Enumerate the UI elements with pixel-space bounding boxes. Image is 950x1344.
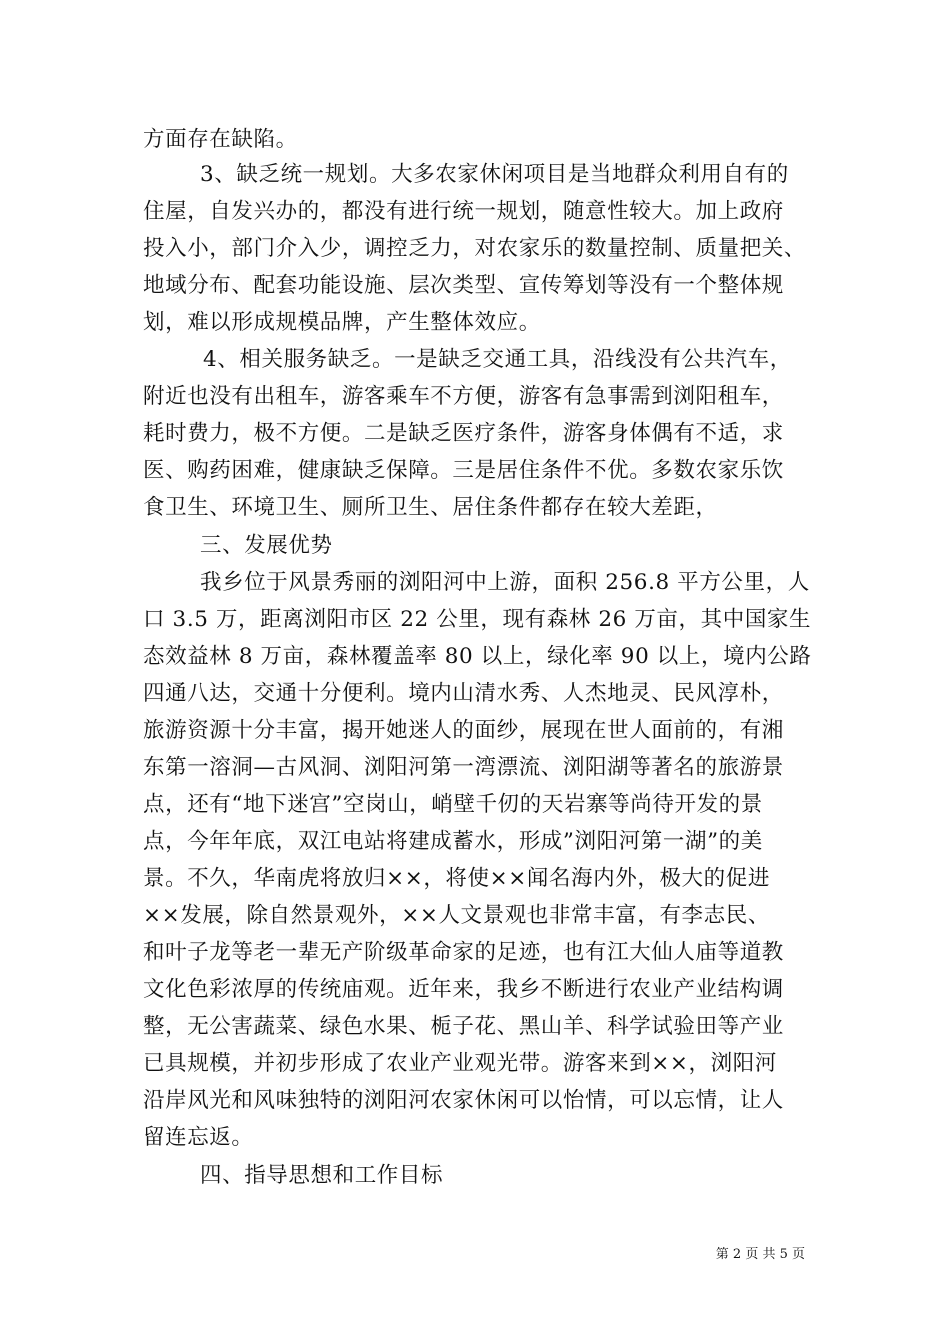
text-line: 食卫生、环境卫生、厕所卫生、居住条件都存在较大差距， — [143, 495, 718, 520]
text-line: 3、缺乏统一规划。大多农家休闲项目是当地群众利用自有的 — [200, 162, 789, 187]
text-line: 文化色彩浓厚的传统庙观。近年来，我乡不断进行农业产业结构调 — [143, 977, 784, 1002]
text-line: 和叶子龙等老一辈无产阶级革命家的足迹，也有江大仙人庙等道教 — [143, 940, 784, 965]
text-line: 整，无公害蔬菜、绿色水果、栀子花、黑山羊、科学试验田等产业 — [143, 1014, 784, 1039]
text-line: 4、相关服务缺乏。一是缺乏交通工具，沿线没有公共汽车， — [203, 347, 792, 372]
text-line: 沿岸风光和风味独特的浏阳河农家休闲可以怡情，可以忘情，让人 — [143, 1088, 784, 1113]
page-number: 第 2 页 共 5 页 — [715, 1247, 805, 1262]
text-line: 我乡位于风景秀丽的浏阳河中上游，面积 256.8 平方公里，人 — [200, 570, 810, 595]
text-line: 住屋，自发兴办的，都没有进行统一规划，随意性较大。加上政府 — [143, 199, 784, 224]
text-line: 耗时费力，极不方便。二是缺乏医疗条件，游客身体偶有不适，求 — [143, 421, 784, 446]
text-line: 景。不久，华南虎将放归××，将使××闻名海内外，极大的促进 — [143, 866, 770, 891]
text-line: 投入小，部门介入少，调控乏力，对农家乐的数量控制、质量把关、 — [143, 236, 807, 261]
text-line: 东第一溶洞—古风洞、浏阳河第一湾漂流、浏阳湖等著名的旅游景 — [143, 755, 784, 780]
text-line: 地域分布、配套功能设施、层次类型、宣传筹划等没有一个整体规 — [143, 273, 784, 298]
text-line: 四通八达，交通十分便利。境内山清水秀、人杰地灵、民风淳朴， — [143, 681, 784, 706]
section-heading: 四、指导思想和工作目标 — [200, 1163, 444, 1188]
text-line: 点，还有“地下迷宫”空岗山，峭壁千仞的天岩寨等尚待开发的景 — [143, 792, 763, 817]
text-line: 态效益林 8 万亩，森林覆盖率 80 以上，绿化率 90 以上，境内公路 — [143, 644, 812, 669]
text-line: 医、购药困难，健康缺乏保障。三是居住条件不优。多数农家乐饮 — [143, 458, 784, 483]
text-line: 方面存在缺陷。 — [143, 127, 298, 152]
section-heading: 三、发展优势 — [200, 533, 333, 558]
text-line: 附近也没有出租车，游客乘车不方便，游客有急事需到浏阳租车， — [143, 384, 784, 409]
text-line: 旅游资源十分丰富，揭开她迷人的面纱，展现在世人面前的，有湘 — [143, 718, 784, 743]
text-line: 已具规模，并初步形成了农业产业观光带。游客来到××，浏阳河 — [143, 1051, 777, 1076]
text-line: 点，今年年底，双江电站将建成蓄水，形成”浏阳河第一湖”的美 — [143, 829, 763, 854]
text-line: ××发展，除自然景观外，××人文景观也非常丰富，有李志民、 — [143, 903, 770, 928]
text-line: 留连忘返。 — [143, 1125, 254, 1150]
text-line: 口 3.5 万，距离浏阳市区 22 公里，现有森林 26 万亩，其中国家生 — [143, 607, 812, 632]
text-line: 划，难以形成规模品牌，产生整体效应。 — [143, 310, 541, 335]
